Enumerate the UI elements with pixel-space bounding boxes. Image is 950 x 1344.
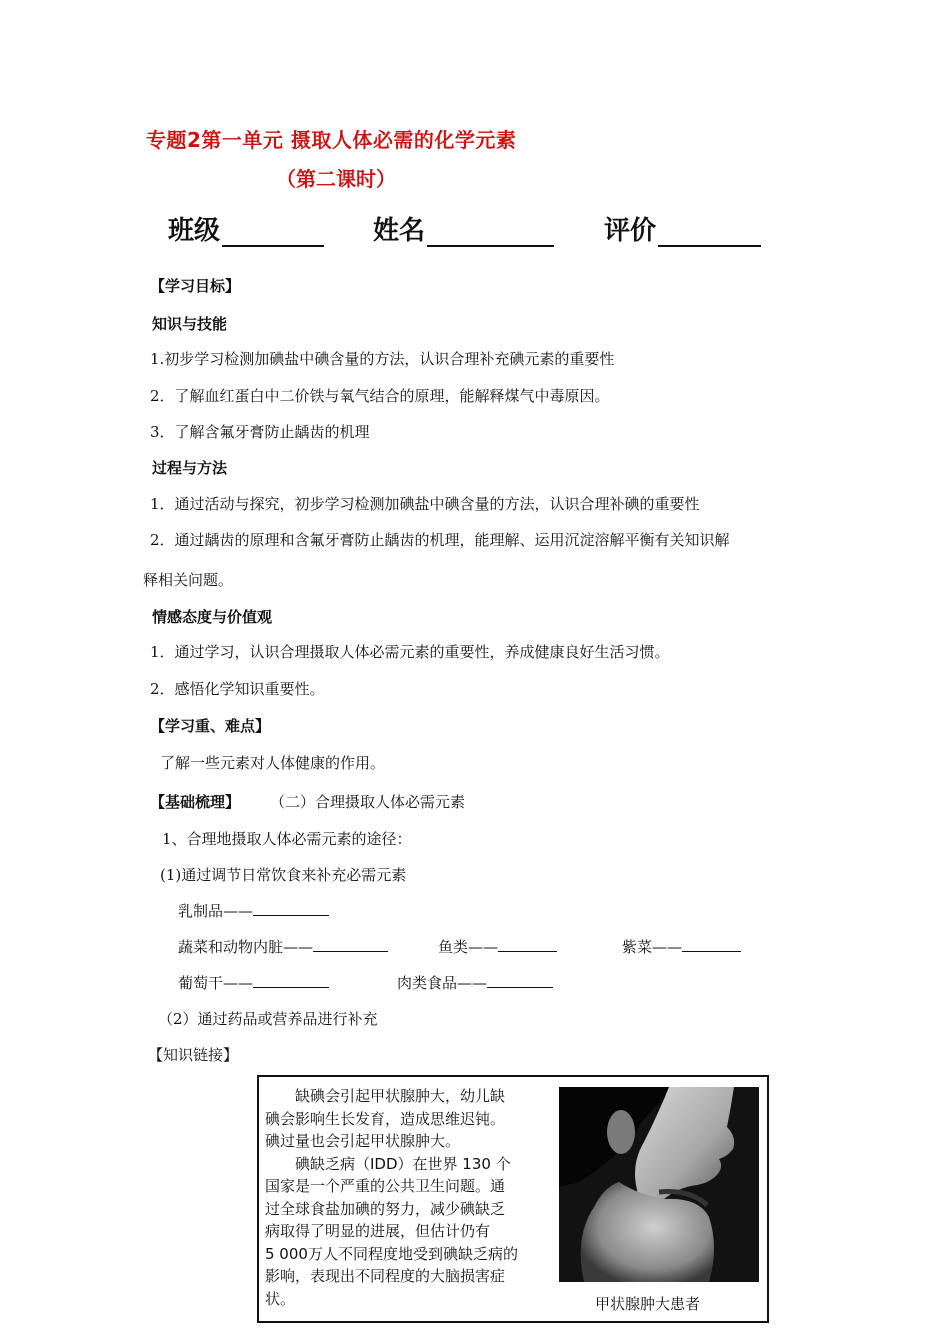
- class-label: 班级: [168, 216, 221, 246]
- food-veg-label: 蔬菜和动物内脏——: [178, 938, 314, 956]
- knowledge-item-1: 1.初步学习检测加碘盐中碘含量的方法，认识合理补充碘元素的重要性: [150, 350, 615, 368]
- objectives-heading: 【学习目标】: [150, 277, 241, 295]
- food-seaweed-label: 紫菜——: [622, 938, 683, 956]
- patient-profile-illustration: [559, 1087, 759, 1282]
- figure-text: [265, 1085, 550, 1310]
- eval-field: [604, 210, 761, 247]
- figure-text-line: 国家是一个严重的公共卫生问题。通: [265, 1177, 506, 1195]
- food-meat: [397, 972, 553, 993]
- figure-caption: 甲状腺肿大患者: [595, 1295, 701, 1313]
- process-item-2: 2．通过龋齿的原理和含氟牙膏防止龋齿的机理，能理解、运用沉淀溶解平衡有关知识解: [150, 531, 730, 549]
- process-heading: 过程与方法: [152, 459, 228, 477]
- attitude-item-2: 2．感悟化学知识重要性。: [150, 680, 325, 698]
- food-veg: [178, 936, 388, 957]
- attitude-heading: 情感态度与价值观: [152, 608, 273, 626]
- basics-point-2: （2）通过药品或营养品进行补充: [158, 1010, 378, 1028]
- knowledge-item-2: 2．了解血红蛋白中二价铁与氧气结合的原理，能解释煤气中毒原因。: [150, 387, 610, 405]
- food-raisin: [178, 972, 329, 993]
- figure-text-line: 缺碘会引起甲状腺肿大，幼儿缺: [265, 1087, 506, 1105]
- figure-text-line: 过全球食盐加碘的努力，减少碘缺乏: [265, 1199, 506, 1218]
- name-field: [373, 210, 554, 247]
- food-dairy: [178, 900, 329, 921]
- attitude-item-1: 1．通过学习，认识合理摄取人体必需元素的重要性，养成健康良好生活习惯。: [150, 643, 670, 661]
- basics-heading: 【基础梳理】: [150, 793, 241, 811]
- goiter-patient-photo: [559, 1087, 759, 1282]
- knowledge-heading: 知识与技能: [152, 315, 228, 333]
- keypoints-text: 了解一些元素对人体健康的作用。: [160, 754, 386, 772]
- food-dairy-label: 乳制品——: [178, 902, 254, 920]
- link-heading: 【知识链接】: [148, 1046, 239, 1064]
- basics-question-1: 1、合理地摄取人体必需元素的途径：: [162, 830, 412, 848]
- process-item-2-cont: 释相关问题。: [143, 571, 234, 589]
- figure-text-line: 5 000万人不同程度地受到碘缺乏病的: [265, 1244, 518, 1263]
- food-veg-blank[interactable]: [313, 936, 388, 952]
- eval-label: 评价: [604, 216, 657, 246]
- figure-text-line: 影响，表现出不同程度的大脑损害症: [265, 1267, 506, 1285]
- food-fish-label: 鱼类——: [438, 938, 499, 956]
- figure-text-line: 状。: [265, 1289, 296, 1308]
- document-title: 专题2第一单元 摄取人体必需的化学元素: [146, 128, 517, 152]
- food-raisin-blank[interactable]: [253, 972, 329, 988]
- figure-text-line: 碘过量也会引起甲状腺肿大。: [265, 1132, 461, 1150]
- class-blank[interactable]: [222, 219, 324, 247]
- knowledge-link-figure: [257, 1075, 769, 1323]
- food-meat-blank[interactable]: [487, 972, 553, 988]
- food-dairy-blank[interactable]: [253, 900, 329, 916]
- food-seaweed: [622, 936, 741, 957]
- class-field: [168, 210, 324, 247]
- food-meat-label: 肉类食品——: [397, 974, 488, 992]
- basics-point-1: (1)通过调节日常饮食来补充必需元素: [160, 866, 407, 884]
- food-fish-blank[interactable]: [498, 936, 557, 952]
- figure-text-line: 病取得了明显的进展，但估计仍有: [265, 1222, 491, 1240]
- basics-subtitle: （二）合理摄取人体必需元素: [270, 793, 466, 811]
- food-fish: [438, 936, 557, 957]
- keypoints-heading: 【学习重、难点】: [150, 717, 271, 735]
- name-label: 姓名: [373, 216, 426, 246]
- process-item-1: 1．通过活动与探究，初步学习检测加碘盐中碘含量的方法，认识合理补碘的重要性: [150, 495, 700, 513]
- knowledge-item-3: 3．了解含氟牙膏防止龋齿的机理: [150, 423, 370, 441]
- figure-text-line: 碘会影响生长发育，造成思维迟钝。: [265, 1109, 506, 1128]
- document-subtitle: （第二课时）: [276, 167, 396, 191]
- food-raisin-label: 葡萄干——: [178, 974, 254, 992]
- figure-text-line: 碘缺乏病（IDD）在世界 130 个: [265, 1154, 511, 1173]
- food-seaweed-blank[interactable]: [682, 936, 741, 952]
- name-blank[interactable]: [427, 219, 554, 247]
- eval-blank[interactable]: [658, 219, 761, 247]
